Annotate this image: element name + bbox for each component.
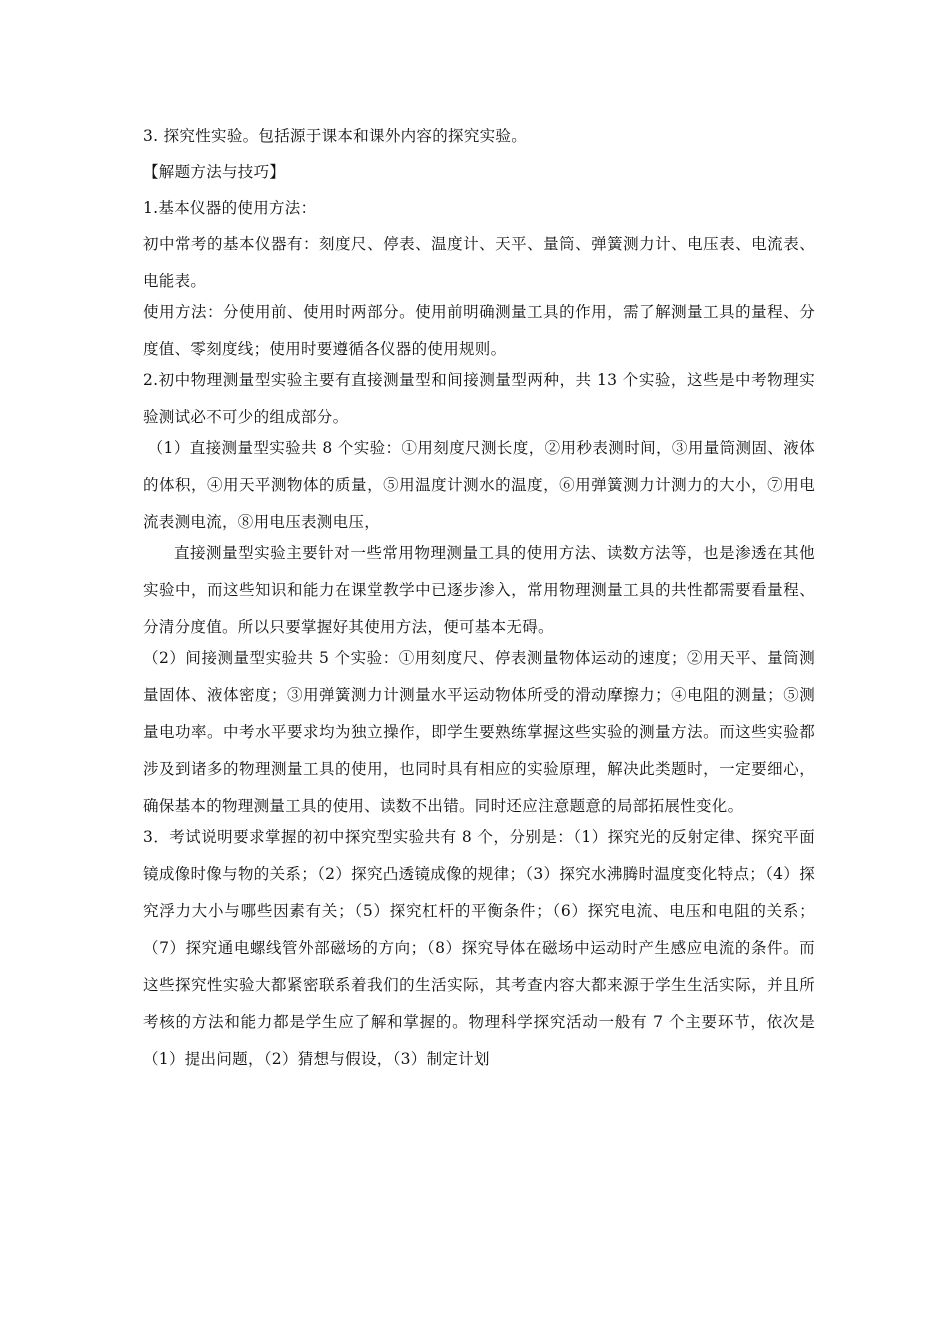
document-body: [143, 124, 815, 1078]
paragraph-indirect-measurement: （2）间接测量型实验共 5 个实验：①用刻度尺、停表测量物体运动的速度；②用天平、量筒测量固体、液体密度；③用弹簧测力计测量水平运动物体所受的滑动摩擦力；④电阻的测量；⑤测量电功率。中考水平要求均为独立操作，即学生要熟练掌握这些实验的测量方法。而这些实验都涉及到诸多的物理测量工具的使用，也同时具有相应的实验原理，解决此类题时，一定要细心，确保基本的物理测量工具的使用、读数不出错。同时还应注意题意的局部拓展性变化。: [143, 649, 815, 815]
paragraph-usage-method: 使用方法：分使用前、使用时两部分。使用前明确测量工具的作用，需了解测量工具的量程、分度值、零刻度线；使用时要遵循各仪器的使用规则。: [143, 303, 815, 358]
paragraph-direct-measurement-notes: 直接测量型实验主要针对一些常用物理测量工具的使用方法、读数方法等，也是渗透在其他实验中，而这些知识和能力在课堂教学中已逐步渗入，常用物理测量工具的共性都需要看量程、分清分度值。所以只要掌握好其使用方法，便可基本无碍。: [143, 544, 815, 636]
paragraph-direct-measurement: （1）直接测量型实验共 8 个实验：①用刻度尺测长度，②用秒表测时间，③用量筒测固、液体的体积，④用天平测物体的质量，⑤用温度计测水的温度，⑥用弹簧测力计测力的大小，⑦用电流表测电流，⑧用电压表测电压，: [143, 439, 815, 531]
section-heading-methods-and-skills: 【解题方法与技巧】: [143, 163, 286, 181]
paragraph-exploratory-experiment-list: 3．考试说明要求掌握的初中探究型实验共有 8 个，分别是：（1）探究光的反射定律、探究平面镜成像时像与物的关系；（2）探究凸透镜成像的规律；（3）探究水沸腾时温度变化特点；（4）探究浮力大小与哪些因素有关；（5）探究杠杆的平衡条件；（6）探究电流、电压和电阻的关系；（7）探究通电螺线管外部磁场的方向；（8）探究导体在磁场中运动时产生感应电流的条件。而这些探究性实验大都紧密联系着我们的生活实际，其考查内容大都来源于学生生活实际，并且所考核的方法和能力都是学生应了解和掌握的。物理科学探究活动一般有 7 个主要环节，依次是（1）提出问题，（2）猜想与假设，（3）制定计划: [143, 828, 815, 1068]
paragraph-basic-instrument-usage-heading: 1.基本仪器的使用方法：: [143, 199, 317, 217]
paragraph-common-instruments: 初中常考的基本仪器有：刻度尺、停表、温度计、天平、量筒、弹簧测力计、电压表、电流表、电能表。: [143, 235, 815, 290]
paragraph-measurement-experiments: 2.初中物理测量型实验主要有直接测量型和间接测量型两种，共 13 个实验，这些是中考物理实验测试必不可少的组成部分。: [143, 371, 815, 426]
paragraph-exploratory-experiments: 3. 探究性实验。包括源于课本和课外内容的探究实验。: [143, 127, 528, 145]
